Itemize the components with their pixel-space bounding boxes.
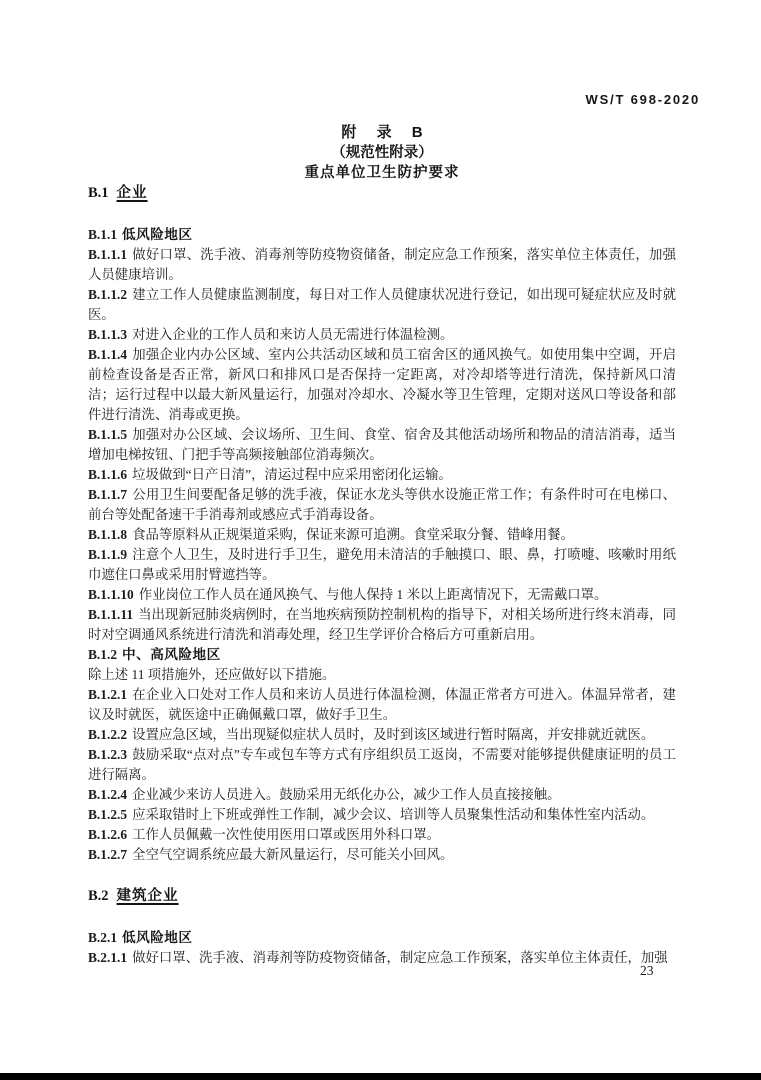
clause-number: B.1.1.6 <box>88 467 128 482</box>
clause-number: B.1.2.2 <box>88 727 128 742</box>
clause-text: 设置应急区域，当出现疑似症状人员时，及时到该区域进行暂时隔离，并安排就近就医。 <box>132 727 655 742</box>
scan-edge-bar <box>0 1073 761 1080</box>
clause-paragraph <box>88 545 676 585</box>
clause-number: B.1.2.6 <box>88 827 128 842</box>
section-name: 企业 <box>116 185 148 201</box>
clause-paragraph <box>88 805 676 825</box>
clause-paragraph <box>88 948 676 968</box>
clause-text: 垃圾做到“日产日清”，清运过程中应采用密闭化运输。 <box>132 467 452 482</box>
clause-paragraph <box>88 725 676 745</box>
clause-text: 工作人员佩戴一次性使用医用口罩或医用外科口罩。 <box>132 827 441 842</box>
clause-number: B.1.1.11 <box>88 607 134 622</box>
clause-paragraph <box>88 465 676 485</box>
clause-text: 建立工作人员健康监测制度，每日对工作人员健康状况进行登记，如出现可疑症状应及时就医。 <box>88 287 676 322</box>
clause-number: B.1.1.1 <box>88 247 128 262</box>
clause-number: B.1.1.2 <box>88 287 128 302</box>
section-heading <box>88 183 676 203</box>
clause-paragraph <box>88 345 676 425</box>
clause-number: B.1.1.9 <box>88 547 128 562</box>
appendix-title: 重点单位卫生防护要求 <box>304 165 460 181</box>
subsection-heading <box>88 645 676 665</box>
appendix-title-block <box>88 0 676 183</box>
clause-paragraph <box>88 525 676 545</box>
clause-text: 除上述 11 项措施外，还应做好以下措施。 <box>88 667 336 682</box>
clause-text: 对进入企业的工作人员和来访人员无需进行体温检测。 <box>132 327 454 342</box>
subsection-title: 低风险地区 <box>122 227 193 242</box>
appendix-label: 附 录 B <box>341 124 431 141</box>
standard-number: WS/T 698-2020 <box>585 92 700 107</box>
subsection-number: B.1.2 <box>88 647 118 662</box>
clause-paragraph <box>88 245 676 285</box>
content-column <box>88 0 676 968</box>
subsection-heading <box>88 225 676 245</box>
clause-paragraph <box>88 605 676 645</box>
clause-paragraph <box>88 425 676 465</box>
section-number: B.1 <box>88 185 109 201</box>
subsection-number: B.1.1 <box>88 227 118 242</box>
clause-paragraph <box>88 325 676 345</box>
clause-text: 全空气空调系统应最大新风量运行，尽可能关小回风。 <box>132 847 454 862</box>
clause-number: B.1.1.3 <box>88 327 128 342</box>
clause-number: B.1.2.3 <box>88 747 128 762</box>
clause-text: 企业减少来访人员进入。鼓励采用无纸化办公，减少工作人员直接接触。 <box>132 787 561 802</box>
appendix-note: （规范性附录） <box>331 145 433 161</box>
clause-number: B.1.2.5 <box>88 807 128 822</box>
clause-paragraph <box>88 825 676 845</box>
clause-text: 做好口罩、洗手液、消毒剂等防疫物资储备，制定应急工作预案，落实单位主体责任，加强人员健康培训。 <box>88 247 676 282</box>
clause-number: B.1.1.7 <box>88 487 128 502</box>
subsection-heading <box>88 928 676 948</box>
clause-number: B.1.2.1 <box>88 687 128 702</box>
clause-paragraph <box>88 685 676 725</box>
subsection-title: 中、高风险地区 <box>122 647 221 662</box>
clause-text: 应采取错时上下班或弹性工作制，减少会议、培训等人员聚集性活动和集体性室内活动。 <box>132 807 655 822</box>
clause-number: B.1.1.10 <box>88 587 134 602</box>
clause-paragraph <box>88 845 676 865</box>
clause-text: 鼓励采取“点对点”专车或包车等方式有序组织员工返岗，不需要对能够提供健康证明的员工进行隔离。 <box>88 747 676 782</box>
section-name: 建筑企业 <box>116 888 179 904</box>
clause-number: B.1.1.8 <box>88 527 128 542</box>
clause-paragraph <box>88 745 676 785</box>
subsection-number: B.2.1 <box>88 930 118 945</box>
page-number: 23 <box>640 963 654 978</box>
clause-text: 食品等原料从正规渠道采购，保证来源可追溯。食堂采取分餐、错峰用餐。 <box>132 527 574 542</box>
clause-text: 公用卫生间要配备足够的洗手液，保证水龙头等供水设施正常工作；有条件时可在电梯口、前台等处配备速干手消毒剂或感应式手消毒设备。 <box>88 487 676 522</box>
clause-number: B.1.1.5 <box>88 427 128 442</box>
clause-text: 当出现新冠肺炎病例时，在当地疾病预防控制机构的指导下，对相关场所进行终末消毒，同时对空调通风系统进行清洗和消毒处理，经卫生学评价合格后方可重新启用。 <box>88 607 676 642</box>
clause-paragraph <box>88 585 676 605</box>
clause-number: B.2.1.1 <box>88 950 128 965</box>
clause-text: 加强企业内办公区域、室内公共活动区域和员工宿舍区的通风换气。如使用集中空调，开启前检查设备是否正常，新风口和排风口是否保持一定距离，对冷却塔等进行清洗，保持新风口清洁；运行过程中以最大新风量运行，加强对冷却水、冷凝水等卫生管理，定期对送风口等设备和部件进行清洗、消毒或更换。 <box>88 347 676 422</box>
clause-paragraph <box>88 785 676 805</box>
clause-paragraph <box>88 485 676 525</box>
clause-text: 作业岗位工作人员在通风换气、与他人保持 1 米以上距离情况下，无需戴口罩。 <box>138 587 608 602</box>
clause-number: B.1.2.4 <box>88 787 128 802</box>
clause-text: 注意个人卫生，及时进行手卫生，避免用未清洁的手触摸口、眼、鼻，打喷嚏、咳嗽时用纸巾遮住口鼻或采用肘臂遮挡等。 <box>88 547 676 582</box>
section-b2 <box>88 886 676 968</box>
section-number: B.2 <box>88 888 109 904</box>
section-heading <box>88 886 676 906</box>
sections-container <box>88 183 676 968</box>
clause-text: 加强对办公区域、会议场所、卫生间、食堂、宿舍及其他活动场所和物品的清洁消毒，适当增加电梯按钮、门把手等高频接触部位消毒频次。 <box>88 427 676 462</box>
clause-number: B.1.2.7 <box>88 847 128 862</box>
section-b1 <box>88 183 676 865</box>
plain-paragraph <box>88 665 676 685</box>
clause-paragraph <box>88 285 676 325</box>
clause-text: 做好口罩、洗手液、消毒剂等防疫物资储备，制定应急工作预案，落实单位主体责任，加强 <box>132 950 668 965</box>
subsection-title: 低风险地区 <box>122 930 193 945</box>
clause-number: B.1.1.4 <box>88 347 128 362</box>
clause-text: 在企业入口处对工作人员和来访人员进行体温检测，体温正常者方可进入。体温异常者，建议及时就医，就医途中正确佩戴口罩，做好手卫生。 <box>88 687 676 722</box>
